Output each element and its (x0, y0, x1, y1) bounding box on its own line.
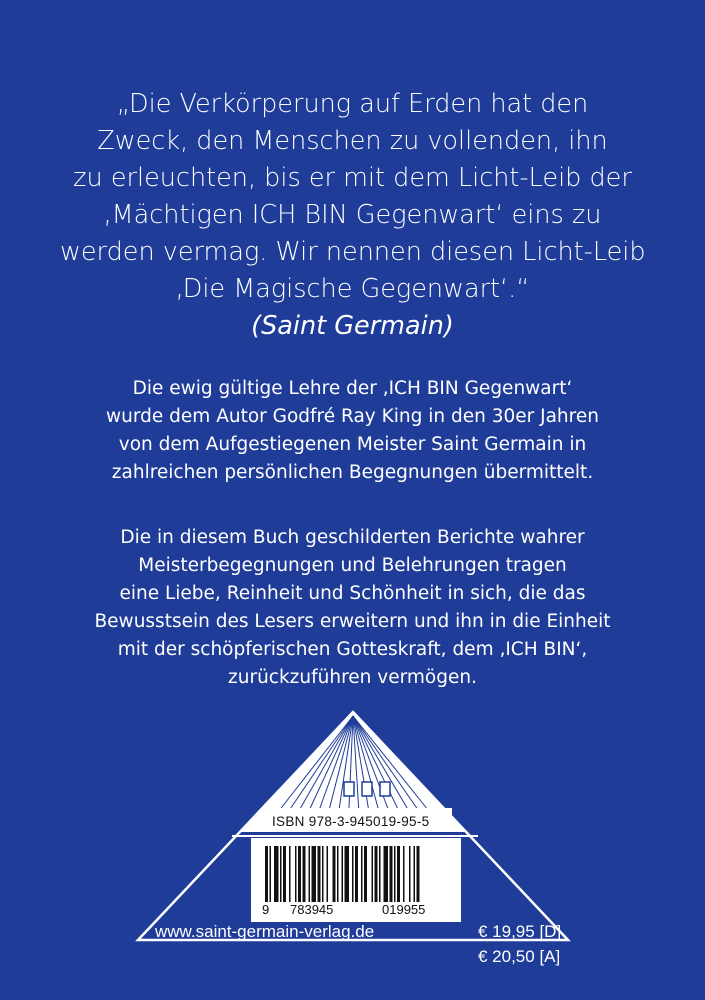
barcode-bar (295, 846, 297, 902)
paragraph-line: Die in diesem Buch geschilderten Berichte wahrer (120, 527, 585, 548)
barcode-bar (274, 846, 279, 902)
barcode-bar (289, 846, 291, 902)
barcode-bar (372, 846, 374, 902)
paragraph-line: Die ewig gültige Lehre der ‚ICH BIN Gegenwart‘ (132, 378, 573, 399)
quote-line: zu erleuchten, bis er mit dem Licht-Leib der (73, 163, 632, 193)
barcode-bar (345, 846, 350, 902)
barcode-bar (417, 846, 420, 902)
quote-author: (Saint Germain) (251, 311, 454, 341)
barcode-bar (379, 846, 381, 902)
paragraph-line: zurückzuführen vermögen. (228, 667, 477, 688)
quote-line: „Die Verkörperung auf Erden hat den (116, 89, 589, 119)
paragraph-line: mit der schöpferischen Gotteskraft, dem ‚ICH BIN‘, (117, 639, 588, 660)
barcode-bar (270, 846, 272, 902)
barcode-bar (397, 846, 400, 902)
barcode-bar (352, 846, 354, 902)
barcode-bar (283, 846, 286, 902)
barcode-bar (327, 846, 329, 902)
barcode-bar (390, 846, 393, 902)
barcode-bar (303, 846, 306, 902)
barcode-bar (355, 846, 358, 902)
barcode-bar (361, 846, 363, 902)
barcode-digit-first: 9 (262, 902, 270, 917)
quote-line: Zweck, den Menschen zu vollenden, ihn (97, 126, 608, 156)
publisher-website[interactable]: www.saint-germain-verlag.de (155, 922, 375, 941)
barcode-bar (384, 846, 389, 902)
barcode (251, 838, 461, 922)
price-austria: € 20,50 [A] (478, 947, 561, 966)
barcode-bar (364, 846, 367, 902)
quote-line: ‚Mächtigen ICH BIN Gegenwart‘ eins zu (103, 200, 602, 230)
barcode-bar (312, 846, 317, 902)
paragraph-line: Meisterbegegnungen und Belehrungen tragen (138, 555, 567, 576)
barcode-bar (280, 846, 282, 902)
barcode-bar (403, 846, 405, 902)
barcode-bar (265, 846, 268, 902)
paragraph-line: wurde dem Autor Godfré Ray King in den 30er Jahren (106, 406, 599, 427)
paragraph-line: Bewusstsein des Lesers erweitern und ihn in die Einheit (94, 611, 611, 632)
barcode-bar (375, 846, 378, 902)
barcode-digit-group1: 783945 (290, 902, 334, 917)
barcode-bar (414, 846, 416, 902)
paragraph-line: zahlreichen persönlichen Begegnungen übermittelt. (111, 462, 594, 483)
barcode-bars (251, 838, 461, 922)
paragraph-line: von dem Aufgestiegenen Meister Saint Germain in (118, 434, 587, 455)
barcode-bar (337, 846, 339, 902)
barcode-bar (309, 846, 311, 902)
barcode-bar (298, 846, 301, 902)
barcode-bar (318, 846, 321, 902)
barcode-bar (342, 846, 344, 902)
quote-line: werden vermag. Wir nennen diesen Licht-Leib (60, 237, 646, 267)
barcode-bar (409, 846, 411, 902)
barcode-digit-group2: 019955 (382, 902, 426, 917)
isbn-number: ISBN 978-3-945019-95-5 (272, 814, 430, 829)
paragraph-line: eine Liebe, Reinheit und Schönheit in sich, die das (119, 583, 586, 604)
barcode-bar (394, 846, 396, 902)
price-germany: € 19,95 [D] (478, 922, 562, 941)
barcode-bar (322, 846, 324, 902)
barcode-bar (333, 846, 336, 902)
quote-line: ‚Die Magische Gegenwart‘.“ (175, 274, 530, 304)
